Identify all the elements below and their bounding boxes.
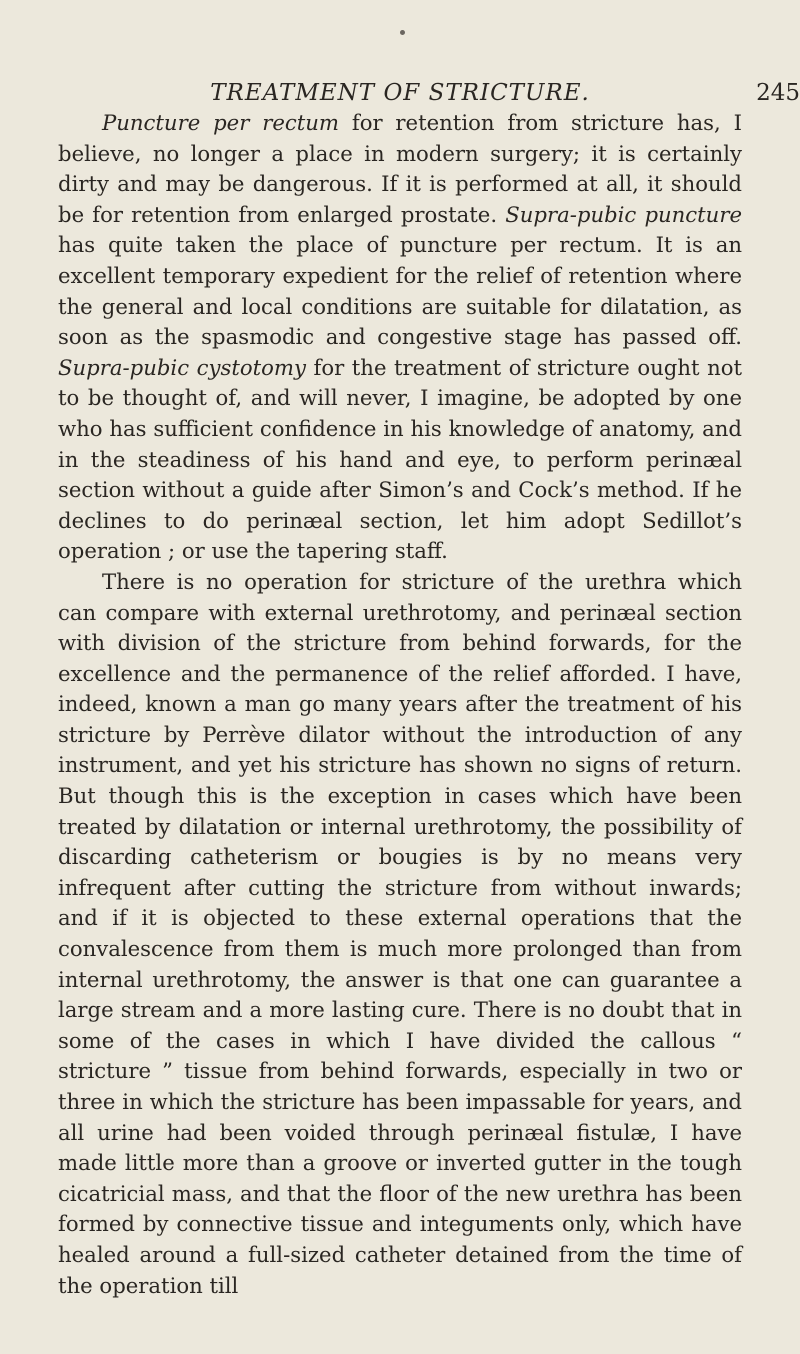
term-puncture-per-rectum: Puncture per rectum [102, 110, 339, 135]
term-supra-pubic-cystotomy: Supra-pubic cystotomy [58, 354, 306, 380]
term-supra-pubic-puncture: Supra-pubic puncture [505, 201, 742, 227]
paragraph-text-3: for the treatment of stricture ought not to be thought of, and will never, I imagine, be adopted by one who has sufficient confidence in his knowledge of anatomy, and in the steadiness of his hand and eye, to perform perinæal section without a guide after Simon’s and Cock’s method. If he declines to do perinæal section, let him adopt Sedillot’s operation ; or use the tapering staff. [58, 354, 743, 564]
running-title: TREATMENT OF STRICTURE. [210, 80, 590, 106]
page-number: 245 [756, 80, 800, 106]
print-speck [400, 30, 405, 35]
body-text [58, 108, 742, 1301]
paragraph-puncture [58, 108, 742, 567]
paragraph-urethrotomy: There is no operation for stricture of the urethra which can compare with external urethrotomy, and perinæal section with division of the stricture from behind forwards, for the excellence and the permanence of the relief afforded. I have, indeed, known a man go many years after the treatment of his stricture by Perrève dilator without the introduction of any instrument, and yet his stricture has shown no signs of return. But though this is the exception in cases which have been treated by dilatation or internal urethrotomy, the possibility of discarding catheterism or bougies is by no means very infrequent after cutting the stricture from without inwards; and if it is objected to these external operations that the convalescence from them is much more prolonged than from internal urethrotomy, the answer is that one can guarantee a large stream and a more lasting cure. There is no doubt that in some of the cases in which I have divided the callous “ stricture ” tissue from behind forwards, especially in two or three in which the stricture has been impassable for years, and all urine had been voided through perinæal fistulæ, I have made little more than a groove or inverted gutter in the tough cicatricial mass, and that the floor of the new urethra has been formed by connective tissue and integuments only, which have healed around a full-sized catheter detained from the time of the operation till [58, 568, 742, 1298]
paragraph-text-2: has quite taken the place of puncture per rectum. It is an excellent temporary expedient for the relief of retention where the general and local conditions are suitable for dilatation, as soon as the spasmodic and congestive stage has passed off. [58, 232, 742, 350]
paragraph-text-1: for retention from stricture has, I believe, no longer a place in modern surgery; it is certainly dirty and may be dangerous. If it is performed at all, it should be for retention from enlarged prostate. [58, 110, 742, 227]
